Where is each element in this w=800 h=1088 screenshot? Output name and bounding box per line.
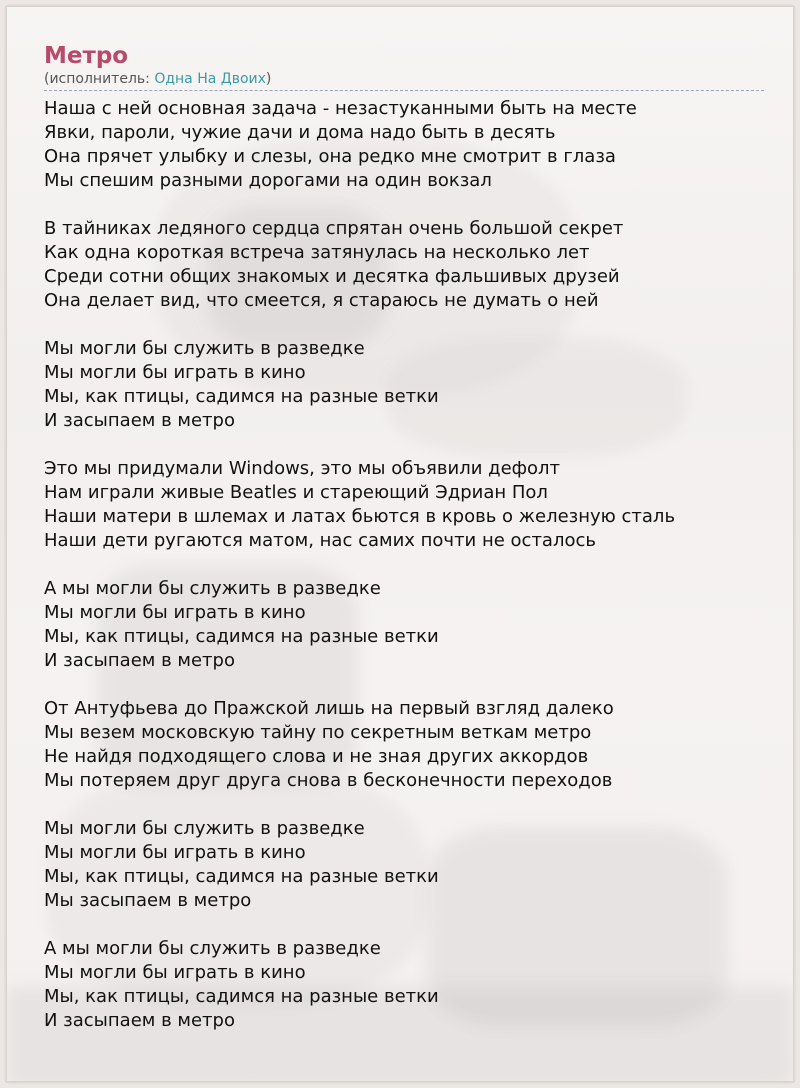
lyric-line: А мы могли бы служить в разведке (44, 938, 381, 959)
lyric-line: В тайниках ледяного сердца спрятан очень большой секрет (44, 218, 624, 239)
artist-prefix: (исполнитель: (44, 71, 155, 87)
lyric-line: Она прячет улыбку и слезы, она редко мне смотрит в глаза (44, 146, 616, 167)
lyric-line: Это мы придумали Windows, это мы объявили дефолт (44, 458, 561, 479)
stanza (44, 697, 763, 793)
lyric-line: Мы могли бы служить в разведке (44, 818, 365, 839)
lyric-line: От Антуфьева до Пражской лишь на первый взгляд далеко (44, 698, 614, 719)
lyric-line: Мы, как птицы, садимся на разные ветки (44, 866, 439, 887)
lyric-line: Наша с ней основная задача - незастуканными быть на месте (44, 98, 637, 119)
lyric-line: Мы могли бы служить в разведке (44, 338, 365, 359)
song-title: Метро (44, 43, 129, 69)
lyric-line: А мы могли бы служить в разведке (44, 578, 381, 599)
lyric-line: Мы могли бы играть в кино (44, 842, 306, 863)
lyric-line: И засыпаем в метро (44, 410, 235, 431)
lyric-line: И засыпаем в метро (44, 650, 235, 671)
stanza (44, 457, 763, 553)
lyric-line: Не найдя подходящего слова и не зная других аккордов (44, 746, 589, 767)
lyric-line: Мы спешим разными дорогами на один вокзал (44, 170, 492, 191)
lyric-line: И засыпаем в метро (44, 1010, 235, 1031)
lyric-line: Мы везем московскую тайну по секретным веткам метро (44, 722, 592, 743)
lyric-line: Мы могли бы играть в кино (44, 362, 306, 383)
artist-line (44, 70, 764, 91)
lyric-line: Явки, пароли, чужие дачи и дома надо быть в десять (44, 122, 556, 143)
lyric-line: Среди сотни общих знакомых и десятка фальшивых друзей (44, 266, 620, 287)
stanza (44, 577, 763, 673)
lyric-line: Мы потеряем друг друга снова в бесконечности переходов (44, 770, 613, 791)
lyrics-card (6, 6, 794, 1082)
lyric-line: Она делает вид, что смеется, я стараюсь не думать о ней (44, 290, 599, 311)
lyric-line: Мы, как птицы, садимся на разные ветки (44, 986, 439, 1007)
lyric-line: Как одна короткая встреча затянулась на несколько лет (44, 242, 590, 263)
stanza (44, 937, 763, 1033)
artist-link[interactable]: Одна На Двоих (154, 71, 266, 87)
lyric-line: Мы, как птицы, садимся на разные ветки (44, 626, 439, 647)
lyric-line: Мы могли бы играть в кино (44, 602, 306, 623)
stanza (44, 97, 763, 193)
lyric-line: Мы засыпаем в метро (44, 890, 252, 911)
artist-suffix: ) (265, 71, 272, 87)
stanza (44, 217, 763, 313)
lyric-line: Наши матери в шлемах и латах бьются в кровь о железную сталь (44, 506, 676, 527)
lyric-line: Мы могли бы играть в кино (44, 962, 306, 983)
lyrics-content (44, 41, 763, 1057)
lyric-line: Мы, как птицы, садимся на разные ветки (44, 386, 439, 407)
stanza (44, 337, 763, 433)
lyrics-body (44, 97, 763, 1033)
lyric-line: Нам играли живые Beatles и стареющий Эдриан Пол (44, 482, 548, 503)
lyric-line: Наши дети ругаются матом, нас самих почти не осталось (44, 530, 596, 551)
stanza (44, 817, 763, 913)
